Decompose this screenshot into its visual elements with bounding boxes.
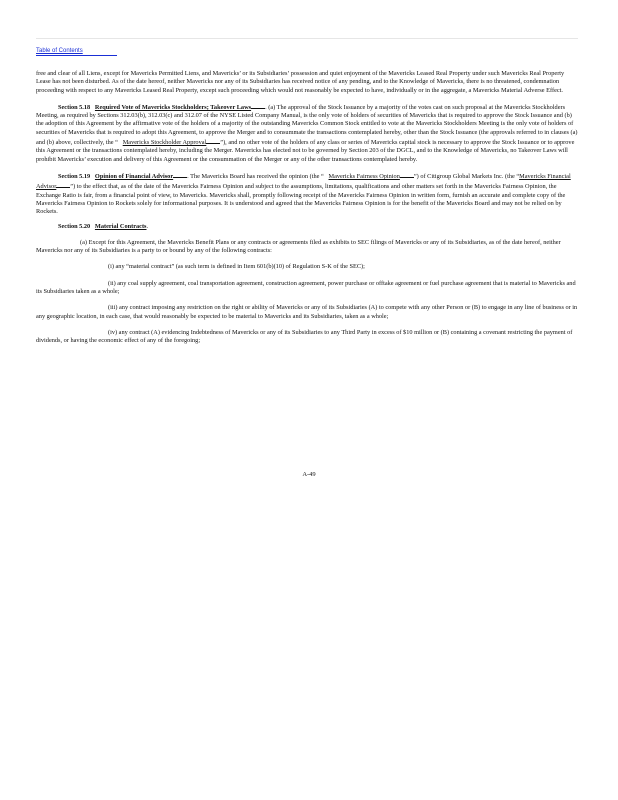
page-number: A-49 xyxy=(302,471,316,478)
header-divider xyxy=(36,38,578,39)
section-text: ”), and no other vote of the holders of any class or series of Mavericks capital stock is necessary to approve the Stock Issuance or to approve this Agreement or the transactions contemplated hereby, including the Merger. Mavericks has elected not to be governed by Section 203 of the DGCL, and to the Knowledge of Mavericks, no Takeover Laws will prohibit Mavericks’ execution and delivery of this Agreement or the consummation of the Merger or any of the other transactions contemplated hereby. xyxy=(36,139,575,163)
defined-term: Mavericks Fairness Opinion xyxy=(328,172,400,180)
defined-term: Mavericks Stockholder Approval xyxy=(122,139,207,147)
section-5-20-a: (a) Except for this Agreement, the Mavericks Benefit Plans or any contracts or agreements filed as exhibits to SEC filings of Mavericks or any of its Subsidiaries, as of the date hereof, neither Mavericks nor any of its Subsidiaries is a party to or bound by any of the following contracts: xyxy=(36,238,561,255)
table-of-contents-link[interactable]: Table of Contents xyxy=(36,48,117,56)
list-item: (iii) any contract imposing any restriction on the right or ability of Mavericks or any of its Subsidiaries (A) to compete with any other Person or (B) to engage in any line of business or in any geographic location, in each case, that would reasonably be expected to be material to Mavericks and its Subsidiaries, taken as a whole; xyxy=(36,304,578,320)
section-text: . (a) The approval of the Stock Issuance by a majority of the votes cast on such proposal at the Mavericks Stockholders Meeting, as required by Sections 312.03(b), 312.03(c) and 312.07 of the NYSE Listed Company Manual, is the only vote of holders of securities of Mavericks that is required to approve the Stock Issuance and (b) the adoption of this Agreement by the affirmative vote of the holders of a majority of the outstanding Mavericks Common Stock entitled to vote at the Mavericks Stockholders Meeting is the only vote of holders of securities of Mavericks that is required to adopt this Agreement, to approve the Merger and to consummate the transactions contemplated hereby, other than the Stock Issuance (the approvals referred to in clauses (a) and (b) above, collectively, the “ xyxy=(36,103,578,147)
list-item: (ii) any coal supply agreement, coal transportation agreement, construction agreement, power purchase or offtake agreement or fuel purchase agreement that is material to Mavericks and its Subsidiaries taken as a whole; xyxy=(36,279,576,295)
section-title: Opinion of Financial Advisor xyxy=(94,172,174,180)
defined-term: Mavericks Financial Advisor xyxy=(36,172,571,191)
underline-blank xyxy=(56,181,70,188)
section-number: Section 5.18 xyxy=(58,103,91,111)
continuation-paragraph: free and clear of all Liens, except for Mavericks Permitted Liens, and Mavericks’ or its Subsidiaries’ possession and quiet enjoyment of the Mavericks Leased Real Property under such Mavericks Real Property Lease has not been disturbed. As of the date hereof, neither Mavericks nor any of its Subsidiaries has received notice of any pending, and to the Knowledge of Mavericks, there is no threatened, condemnation proceeding with respect to any Mavericks Leased Real Property, except such proceeding which would not reasonably be expected to have, individually or in the aggregate, a Mavericks Material Adverse Effect. xyxy=(36,70,565,94)
underline-blank xyxy=(251,102,265,109)
document-body xyxy=(36,70,578,353)
section-5-18 xyxy=(36,102,578,164)
section-title: Required Vote of Mavericks Stockholders; Takeover Laws xyxy=(94,103,252,111)
section-5-20-heading xyxy=(36,223,578,231)
section-title: Material Contracts xyxy=(94,223,147,231)
section-text: ”) of Citigroup Global Markets Inc. (the “ xyxy=(413,172,520,180)
section-text: ”) to the effect that, as of the date of the Mavericks Fairness Opinion and subject to the assumptions, limitations, qualifications and other matters set forth in the Mavericks Fairness Opinion, the Exchange Ratio is fair, from a financial point of view, to Mavericks. Mavericks shall, promptly following receipt of the Mavericks Fairness Opinion in written form, furnish an accurate and complete copy of the Mavericks Fairness Opinion to Rockets solely for informational purposes. It is understood and agreed that the Mavericks Fairness Opinion is for the benefit of the Mavericks Board and may not be relied on by Rockets. xyxy=(36,183,566,216)
section-number: Section 5.20 xyxy=(58,223,91,231)
section-text: . The Mavericks Board has received the opinion (the “ xyxy=(187,172,324,180)
underline-blank xyxy=(206,137,220,144)
section-number: Section 5.19 xyxy=(58,172,91,180)
list-item: (iv) any contract (A) evidencing Indebtedness of Mavericks or any of its Subsidiaries to any Third Party in excess of $10 million or (B) containing a covenant restricting the payment of dividends, or having the economic effect of any of the foregoing; xyxy=(36,328,573,345)
list-item: (i) any “material contract” (as such term is defined in Item 601(b)(10) of Regulation S-K of the SEC); xyxy=(108,263,365,271)
underline-blank xyxy=(173,171,187,178)
section-5-19 xyxy=(36,171,578,216)
section-trail: . xyxy=(146,223,149,231)
underline-blank xyxy=(400,171,414,178)
